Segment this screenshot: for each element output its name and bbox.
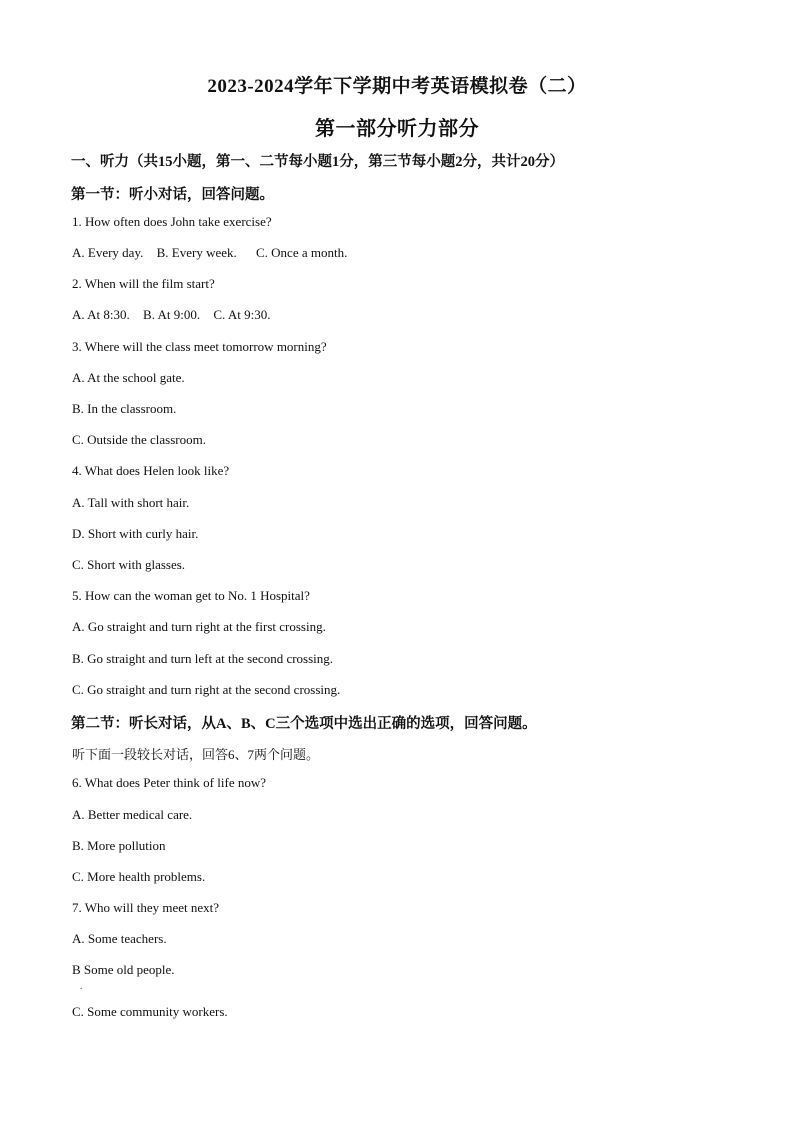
question-3-option-a: A. At the school gate. bbox=[72, 370, 185, 385]
question-5-option-b: B. Go straight and turn left at the second crossing. bbox=[72, 651, 334, 666]
question-4-option-c: C. Short with glasses. bbox=[72, 557, 186, 572]
question-1-options bbox=[72, 245, 347, 261]
question-1-option-c: C. Once a month. bbox=[256, 245, 348, 260]
question-2-option-c: C. At 9:30. bbox=[213, 307, 271, 322]
question-4: 4. What does Helen look like? bbox=[72, 463, 230, 478]
part1-heading: 一、听力（共15小题，第一、二节每小题1分，第三节每小题2分，共计20分） bbox=[71, 154, 564, 170]
question-7: 7. Who will they meet next? bbox=[72, 900, 220, 915]
section2-heading: 第二节：听长对话，从A、B、C三个选项中选出正确的选项，回答问题。 bbox=[71, 716, 537, 732]
question-7-option-a: A. Some teachers. bbox=[72, 931, 167, 946]
section1-heading: 第一节：听小对话，回答问题。 bbox=[71, 187, 274, 203]
question-2: 2. When will the film start? bbox=[72, 276, 215, 291]
stray-mark: . bbox=[80, 981, 83, 991]
question-5: 5. How can the woman get to No. 1 Hospital? bbox=[72, 588, 310, 603]
question-6-option-a: A. Better medical care. bbox=[72, 807, 193, 822]
question-3-option-c: C. Outside the classroom. bbox=[72, 432, 206, 447]
question-2-option-a: A. At 8:30. bbox=[72, 307, 130, 322]
question-5-option-c: C. Go straight and turn right at the second crossing. bbox=[72, 682, 341, 697]
question-6: 6. What does Peter think of life now? bbox=[72, 775, 266, 790]
question-1-option-a: A. Every day. bbox=[72, 245, 144, 260]
question-2-options bbox=[72, 307, 270, 323]
question-2-option-b: B. At 9:00. bbox=[143, 307, 201, 322]
question-1: 1. How often does John take exercise? bbox=[72, 214, 272, 229]
question-5-option-a: A. Go straight and turn right at the first crossing. bbox=[72, 619, 326, 634]
section2-instruction: 听下面一段较长对话，回答6、7两个问题。 bbox=[72, 747, 320, 762]
question-1-option-b: B. Every week. bbox=[156, 245, 237, 260]
question-7-option-c: C. Some community workers. bbox=[72, 1004, 228, 1019]
question-4-option-a: A. Tall with short hair. bbox=[72, 495, 190, 510]
question-4-option-d: D. Short with curly hair. bbox=[72, 526, 199, 541]
question-6-option-b: B. More pollution bbox=[72, 838, 166, 853]
question-3-option-b: B. In the classroom. bbox=[72, 401, 177, 416]
question-6-option-c: C. More health problems. bbox=[72, 869, 206, 884]
question-7-option-b: B Some old people. bbox=[72, 962, 175, 977]
page-title: 2023-2024学年下学期中考英语模拟卷（二） bbox=[207, 76, 587, 97]
page-subtitle: 第一部分听力部分 bbox=[315, 118, 479, 140]
question-3: 3. Where will the class meet tomorrow morning? bbox=[72, 339, 327, 354]
